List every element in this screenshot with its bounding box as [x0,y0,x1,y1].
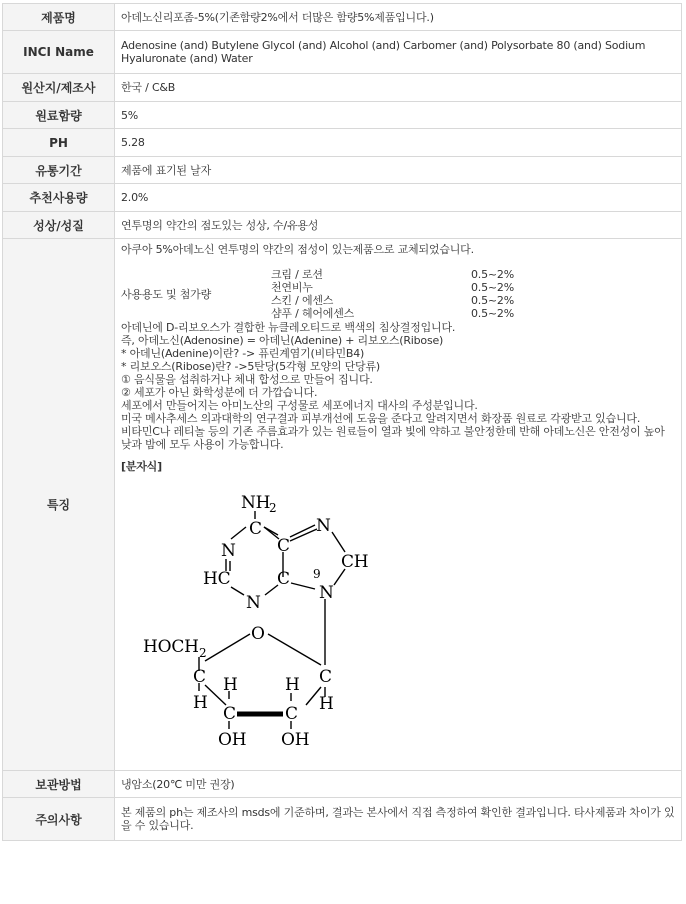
usage-row [271,268,514,281]
atom-h-c1: H [319,694,334,714]
atom-h-c4: H [193,693,208,713]
atom-n1: N [221,541,236,561]
atom-c1-prime: C [319,667,332,687]
spec-row-caution [3,798,682,841]
usage-item-name: 천연비누 [271,281,313,294]
adenosine-structure-diagram [133,477,463,767]
value-storage: 냉암소(20℃ 미만 권장) [115,771,682,798]
atom-c2-prime: C [285,704,298,724]
atom-c4-prime: C [193,667,206,687]
atom-c6: C [249,519,262,539]
label-content: 원료함량 [3,102,115,129]
feature-line: 비타민C나 레티놀 등의 기존 주름효과가 있는 원료들이 열과 빛에 약하고 불안정한데 반해 아데노신은 안전성이 높아 낮과 밤에 모두 사용이 가능합니다. [121,425,665,451]
usage-row [271,307,514,320]
feature-line: 세포에서 만들어지는 아미노산의 구성물로 세포에너지 대사의 주성분입니다. [121,399,478,412]
label-expiry: 유통기간 [3,157,115,184]
value-product-name: 아데노신리포좀-5%(기존함량2%에서 더많은 함량5%제품입니다.) [115,4,682,31]
label-features: 특징 [3,239,115,771]
feature-line: ① 음식물을 섭취하거나 체내 합성으로 만들어 집니다. [121,373,373,386]
label-properties: 성상/성질 [3,212,115,239]
atom-c2: HC [203,569,231,589]
usage-row [271,281,514,294]
atom-h-c2: H [285,675,300,695]
usage-list [271,268,514,320]
spec-row-ph [3,129,682,157]
value-properties: 연투명의 약간의 점도있는 성상, 수/유용성 [115,212,682,239]
atom-n3: N [246,593,261,613]
usage-label: 사용용도 및 첨가량 [121,287,212,301]
atom-nh2-sub: 2 [269,501,277,515]
usage-item-name: 스킨 / 에센스 [271,294,334,307]
spec-row-product-name [3,4,682,31]
atom-c8: CH [341,552,369,572]
spec-row-origin [3,74,682,102]
molecule-title: [분자식] [121,460,162,473]
label-caution: 주의사항 [3,798,115,841]
usage-item-amount: 0.5~2% [471,294,514,307]
label-recommended: 추천사용량 [3,184,115,212]
label-ph: PH [3,129,115,157]
atom-hoch2: HOCH [143,637,199,657]
spec-row-expiry [3,157,682,184]
feature-line: 즉, 아데노신(Adenosine) = 아데닌(Adenine) + 리보오스(Ribose) [121,334,444,347]
spec-row-content [3,102,682,129]
atom-o-ring: O [251,624,265,644]
feature-line: * 리보오스(Ribose)란? ->5탄당(5각형 모양의 단당류) [121,360,380,373]
feature-line: ② 세포가 아닌 화학성분에 더 가깝습니다. [121,386,318,399]
value-inci: Adenosine (and) Butylene Glycol (and) Alcohol (and) Carbomer (and) Polysorbate 80 (and) Sodium Hyaluronate (and) Water [115,31,682,74]
atom-nh2: NH [241,493,271,513]
atom-hoch2-sub: 2 [199,646,207,660]
spec-row-properties [3,212,682,239]
usage-item-amount: 0.5~2% [471,281,514,294]
atom-c3-prime: C [223,704,236,724]
atom-oh-c2: OH [281,730,310,750]
feature-line: * 아데닌(Adenine)이란? -> 퓨린계염기(비타민B4) [121,347,365,360]
label-inci: INCI Name [3,31,115,74]
usage-item-amount: 0.5~2% [471,268,514,281]
value-expiry: 제품에 표기된 날자 [115,157,682,184]
atom-n7: N [316,516,331,536]
atom-c5: C [277,536,290,556]
usage-item-name: 크림 / 로션 [271,268,323,281]
product-spec-table [2,3,682,841]
label-storage: 보관방법 [3,771,115,798]
features-intro: 아쿠아 5%아데노신 연투명의 약간의 점성이 있는제품으로 교체되었습니다. [121,243,474,256]
label-product-name: 제품명 [3,4,115,31]
usage-row [271,294,514,307]
spec-row-storage [3,771,682,798]
atom-h-c3: H [223,675,238,695]
atom-oh-c3: OH [218,730,247,750]
spec-row-inci [3,31,682,74]
atom-c4: C [277,569,290,589]
value-caution: 본 제품의 ph는 제조사의 msds에 기준하며, 결과는 본사에서 직접 측정하여 확인한 결과입니다. 타사제품과 차이가 있을 수 있습니다. [115,798,682,841]
feature-line: 아데닌에 D-리보오스가 결합한 뉴클레오티드로 백색의 침상결정입니다. [121,321,456,334]
spec-row-features [3,239,682,771]
atom-9-label: 9 [313,567,321,581]
spec-row-recommended [3,184,682,212]
value-recommended: 2.0% [115,184,682,212]
usage-block [121,268,675,320]
atom-n9: N [319,583,334,603]
label-origin: 원산지/제조사 [3,74,115,102]
feature-line: 미국 메사추세스 의과대학의 연구결과 피부개선에 도움을 준다고 알려지면서 화장품 원료로 각광받고 있습니다. [121,412,641,425]
value-ph: 5.28 [115,129,682,157]
value-features [115,239,682,771]
value-origin: 한국 / C&B [115,74,682,102]
value-content: 5% [115,102,682,129]
usage-item-name: 샴푸 / 헤어에센스 [271,307,355,320]
usage-item-amount: 0.5~2% [471,307,514,320]
